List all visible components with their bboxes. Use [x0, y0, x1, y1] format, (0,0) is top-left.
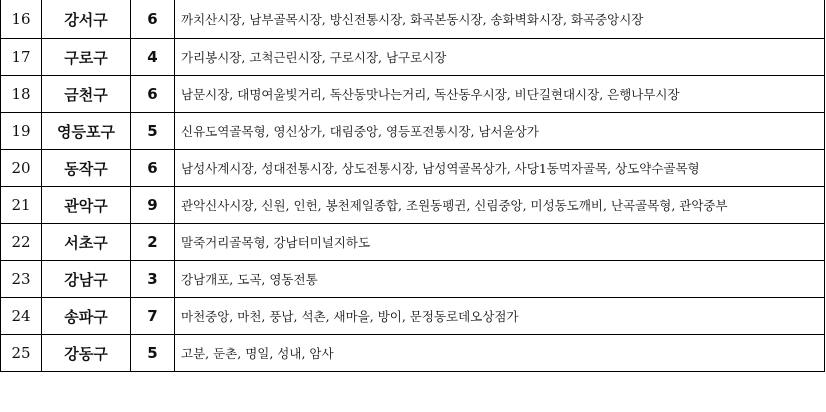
table-row	[1, 335, 825, 372]
table-row	[1, 0, 825, 39]
market-count: 9	[131, 187, 175, 224]
market-list: 가리봉시장, 고척근린시장, 구로시장, 남구로시장	[175, 39, 825, 76]
market-list: 강남개포, 도곡, 영동전통	[175, 261, 825, 298]
market-count: 6	[131, 0, 175, 39]
market-list: 마천중앙, 마천, 풍납, 석촌, 새마을, 방이, 문정동로데오상점가	[175, 298, 825, 335]
row-number: 20	[1, 150, 42, 187]
district-name: 영등포구	[42, 113, 131, 150]
district-name: 강동구	[42, 335, 131, 372]
market-count: 2	[131, 224, 175, 261]
district-name: 서초구	[42, 224, 131, 261]
district-name: 강남구	[42, 261, 131, 298]
table-row	[1, 187, 825, 224]
table-row	[1, 39, 825, 76]
market-count: 7	[131, 298, 175, 335]
table-row	[1, 113, 825, 150]
market-count: 6	[131, 76, 175, 113]
row-number: 17	[1, 39, 42, 76]
district-name: 금천구	[42, 76, 131, 113]
district-name: 강서구	[42, 0, 131, 39]
market-count: 5	[131, 113, 175, 150]
table-row	[1, 150, 825, 187]
market-list: 관악신사시장, 신원, 인헌, 봉천제일종합, 조원동펭귄, 신림중앙, 미성동도깨비, 난곡골목형, 관악중부	[175, 187, 825, 224]
district-name: 송파구	[42, 298, 131, 335]
row-number: 16	[1, 0, 42, 39]
row-number: 22	[1, 224, 42, 261]
row-number: 23	[1, 261, 42, 298]
market-list: 남문시장, 대명여울빛거리, 독산동맛나는거리, 독산동우시장, 비단길현대시장, 은행나무시장	[175, 76, 825, 113]
table-row	[1, 298, 825, 335]
market-count: 3	[131, 261, 175, 298]
market-list: 고분, 둔촌, 명일, 성내, 암사	[175, 335, 825, 372]
market-list: 말죽거리골목형, 강남터미널지하도	[175, 224, 825, 261]
row-number: 21	[1, 187, 42, 224]
district-name: 구로구	[42, 39, 131, 76]
table-body	[1, 0, 825, 372]
market-list: 신유도역골목형, 영신상가, 대림중앙, 영등포전통시장, 남서울상가	[175, 113, 825, 150]
row-number: 25	[1, 335, 42, 372]
row-number: 24	[1, 298, 42, 335]
table-row	[1, 224, 825, 261]
district-name: 동작구	[42, 150, 131, 187]
market-list: 남성사계시장, 성대전통시장, 상도전통시장, 남성역골목상가, 사당1동먹자골목, 상도약수골목형	[175, 150, 825, 187]
district-name: 관악구	[42, 187, 131, 224]
market-count: 4	[131, 39, 175, 76]
table-row	[1, 261, 825, 298]
row-number: 19	[1, 113, 42, 150]
market-list: 까치산시장, 남부골목시장, 방신전통시장, 화곡본동시장, 송화벽화시장, 화곡중앙시장	[175, 0, 825, 39]
market-count: 6	[131, 150, 175, 187]
row-number: 18	[1, 76, 42, 113]
table-row	[1, 76, 825, 113]
market-count: 5	[131, 335, 175, 372]
